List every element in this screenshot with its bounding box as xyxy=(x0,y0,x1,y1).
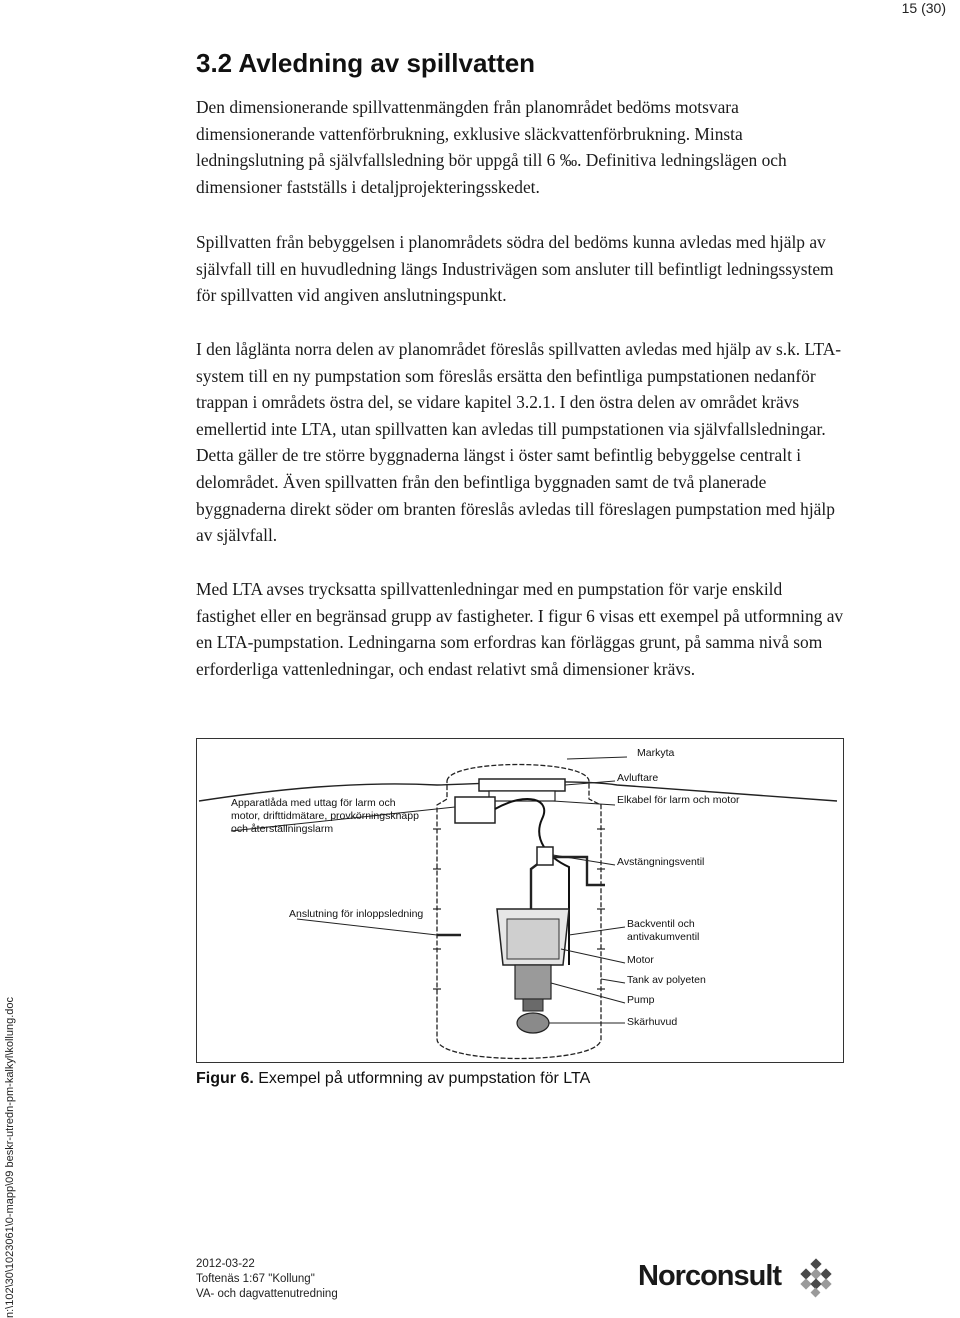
paragraph-3: I den låglänta norra delen av planområdet föreslås spillvatten avledas med hjälp av s.k. LTA-system till en ny pumpstation som föreslås ersätta den befintliga pumpstationen nedanför trappan i områdets östra del, se vidare kapitel 3.2.1. I den östra delen av området krävs emellertid inte LTA, utan spillvatten kan avledas till pumpstationen via självfallsledningar. Detta gäller de tre större byggnaderna längst i öster samt befintlig bebyggelse centralt i delområdet. Även spillvatten från den befintliga byggnaden samt de två planerade byggnaderna direkt söder om branten föreslås avledas till föreslagen pumpstation med hjälp av självfall. xyxy=(196,339,842,546)
label-markyta: Markyta xyxy=(637,747,675,759)
lid xyxy=(479,779,565,791)
label-motor: Motor xyxy=(627,954,654,966)
footer-project: Toftenäs 1:67 "Kollung" xyxy=(196,1273,315,1285)
label-elkabel: Elkabel för larm och motor xyxy=(617,794,740,806)
figure-pumpstation xyxy=(196,738,844,1063)
label-anslutning: Anslutning för inloppsledning xyxy=(289,908,424,920)
apparatus-box xyxy=(455,797,495,823)
section-title: 3.2 Avledning av spillvatten xyxy=(196,48,536,78)
label-tank: Tank av polyeten xyxy=(627,974,706,986)
label-backventil-1: Backventil och xyxy=(627,918,695,930)
label-backventil-2: antivakumventil xyxy=(627,931,700,943)
label-avluftare: Avluftare xyxy=(617,772,659,784)
logo-text: Norconsult xyxy=(638,1260,782,1292)
pump xyxy=(515,965,551,999)
figure-caption xyxy=(196,1070,590,1088)
paragraph-1: Den dimensionerande spillvattenmängden från planområdet bedöms motsvara dimensionerande vattenförbrukning, exklusive släckvattenförbrukning. Minsta ledningslutning på självfallsledning bör uppgå till 6 ‰. Definitiva ledningslägen och dimensioner fastställs i detaljprojekteringsskedet. xyxy=(196,97,787,197)
cutter-head xyxy=(517,1013,549,1033)
pumpstation-diagram xyxy=(197,739,843,1062)
label-apparatlada-3: och återställningslarm xyxy=(231,823,334,835)
label-apparatlada-1: Apparatlåda med uttag för larm och xyxy=(231,797,396,809)
norconsult-diamond-icon xyxy=(796,1258,836,1298)
file-path: n:\102\30\1023061\0-mapp\09 beskr-utredn-pm-kalkyl\kollung.doc xyxy=(4,996,16,1318)
figure-caption-label: Figur 6. xyxy=(196,1070,254,1087)
footer xyxy=(196,1257,338,1302)
label-avstangningsventil: Avstängningsventil xyxy=(617,856,705,868)
label-skarhuvud: Skärhuvud xyxy=(627,1016,678,1028)
paragraph-4: Med LTA avses trycksatta spillvattenledningar med en pumpstation för varje enskild fastighet eller en begränsad grupp av fastigheter. I figur 6 visas ett exempel på utformning av en LTA-pumpstation. Ledningarna som erfordras kan förläggas grunt, på samma nivå som erforderliga vattenledningar, och endast relativt små dimensioner krävs. xyxy=(196,579,844,679)
label-pump: Pump xyxy=(627,994,655,1006)
motor xyxy=(507,919,559,959)
footer-report: VA- och dagvattenutredning xyxy=(196,1288,338,1300)
footer-date: 2012-03-22 xyxy=(196,1258,255,1270)
page-number: 15 (30) xyxy=(901,0,946,16)
label-apparatlada-2: motor, drifttidmätare, provkörningsknapp xyxy=(231,810,419,822)
paragraph-2: Spillvatten från bebyggelsen i planområdets södra del bedöms kunna avledas med hjälp av självfall till en huvudledning längs Industrivägen som ansluter till befintligt ledningssystem för spillvatten vid angiven anslutningspunkt. xyxy=(196,232,834,306)
figure-caption-text: Exempel på utformning av pumpstation för LTA xyxy=(253,1070,591,1087)
pump-inlet xyxy=(523,999,543,1011)
norconsult-logo xyxy=(638,1258,838,1298)
shutoff-valve xyxy=(537,847,553,865)
